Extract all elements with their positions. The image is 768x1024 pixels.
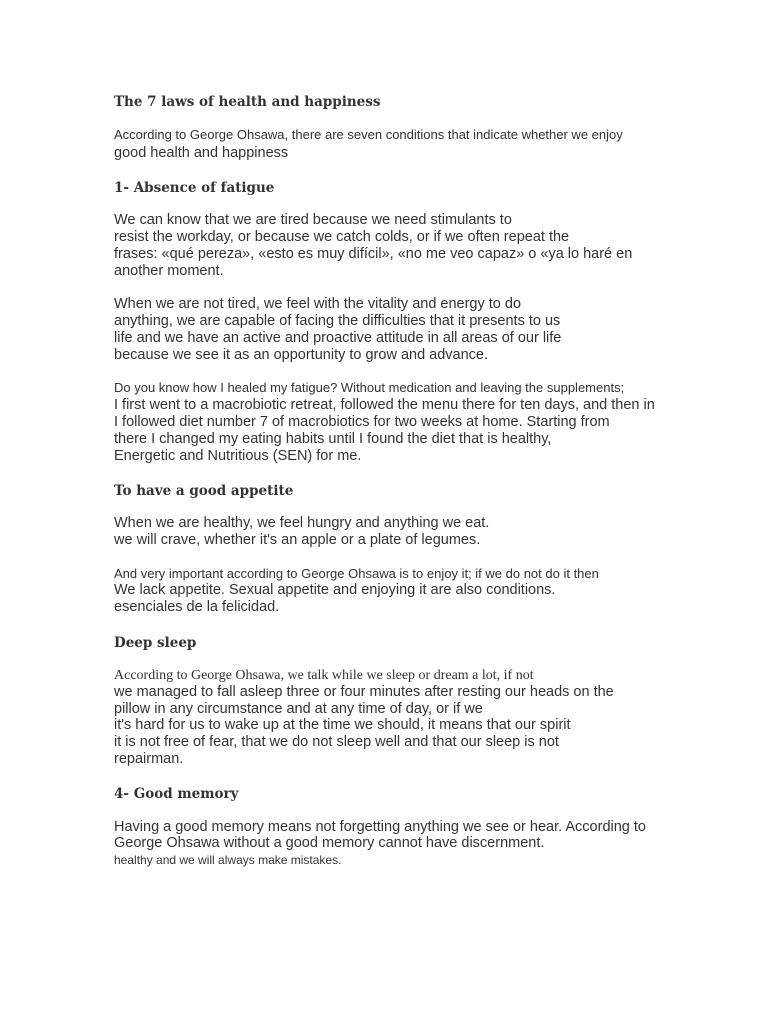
section-heading-good-appetite: To have a good appetite bbox=[114, 483, 294, 499]
paragraph-line: another moment. bbox=[114, 263, 224, 279]
paragraph-line: esenciales de la felicidad. bbox=[114, 599, 280, 615]
paragraph-line: frases: «qué pereza», «esto es muy difícil», «no me veo capaz» o «ya lo haré en bbox=[114, 246, 633, 262]
paragraph-line: we will crave, whether it's an apple or a plate of legumes. bbox=[114, 532, 481, 548]
paragraph-line: there I changed my eating habits until I found the diet that is healthy, bbox=[114, 431, 552, 447]
section-heading-good-memory: 4- Good memory bbox=[114, 786, 239, 802]
paragraph-line: Having a good memory means not forgetting anything we see or hear. According to bbox=[114, 819, 646, 835]
paragraph-line: George Ohsawa without a good memory cannot have discernment. bbox=[114, 835, 545, 851]
paragraph-line: We can know that we are tired because we need stimulants to bbox=[114, 212, 512, 228]
paragraph-line: I followed diet number 7 of macrobiotics for two weeks at home. Starting from bbox=[114, 414, 610, 430]
paragraph-line: we managed to fall asleep three or four minutes after resting our heads on the bbox=[114, 684, 614, 700]
paragraph-line: because we see it as an opportunity to grow and advance. bbox=[114, 347, 489, 363]
document-title: The 7 laws of health and happiness bbox=[114, 94, 381, 110]
paragraph-line: anything, we are capable of facing the difficulties that it presents to us bbox=[114, 313, 561, 329]
paragraph-line: Do you know how I healed my fatigue? Without medication and leaving the supplements; bbox=[114, 380, 625, 395]
paragraph-line: resist the workday, or because we catch colds, or if we often repeat the bbox=[114, 229, 570, 245]
section-heading-deep-sleep: Deep sleep bbox=[114, 635, 197, 651]
paragraph-line: healthy and we will always make mistakes. bbox=[114, 853, 342, 867]
paragraph-line: When we are healthy, we feel hungry and anything we eat. bbox=[114, 515, 490, 531]
paragraph-line: it's hard for us to wake up at the time we should, it means that our spirit bbox=[114, 717, 571, 733]
section-heading-absence-of-fatigue: 1- Absence of fatigue bbox=[114, 180, 275, 196]
intro-line: According to George Ohsawa, there are seven conditions that indicate whether we enjoy bbox=[114, 127, 623, 142]
paragraph-line: pillow in any circumstance and at any time of day, or if we bbox=[114, 701, 483, 717]
paragraph-line: it is not free of fear, that we do not sleep well and that our sleep is not bbox=[114, 734, 559, 750]
paragraph-line: When we are not tired, we feel with the vitality and energy to do bbox=[114, 296, 522, 312]
paragraph-line: repairman. bbox=[114, 751, 184, 767]
paragraph-line: life and we have an active and proactive attitude in all areas of our life bbox=[114, 330, 562, 346]
paragraph-line: We lack appetite. Sexual appetite and enjoying it are also conditions. bbox=[114, 582, 556, 598]
paragraph-line: Energetic and Nutritious (SEN) for me. bbox=[114, 448, 362, 464]
paragraph-line: I first went to a macrobiotic retreat, followed the menu there for ten days, and then in bbox=[114, 397, 655, 413]
intro-line: good health and happiness bbox=[114, 145, 289, 161]
paragraph-line: According to George Ohsawa, we talk while we sleep or dream a lot, if not bbox=[114, 668, 534, 683]
paragraph-line: And very important according to George Ohsawa is to enjoy it; if we do not do it then bbox=[114, 566, 599, 581]
